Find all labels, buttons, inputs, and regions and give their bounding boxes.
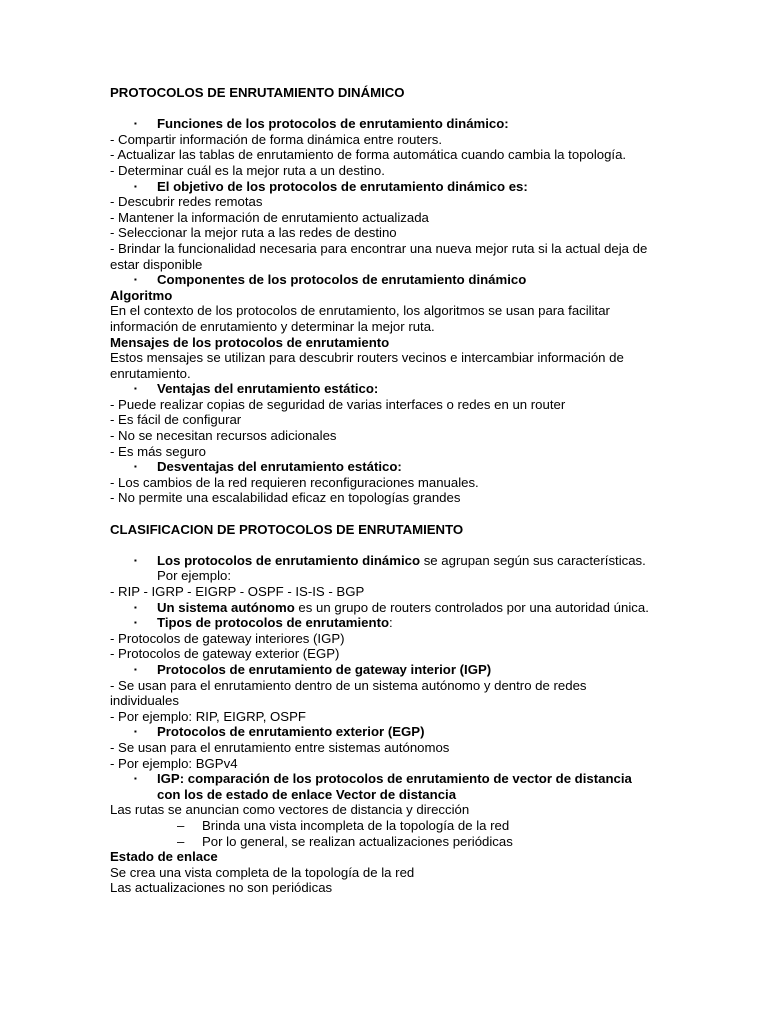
dash-item [110, 834, 650, 850]
bullet-item [110, 459, 650, 475]
text-line: - Puede realizar copias de seguridad de varias interfaces o redes en un router [110, 396, 566, 412]
bullet-text: Protocolos de enrutamiento de gateway interior (IGP) [157, 661, 492, 677]
bullet-marker-icon: ▪ [134, 275, 137, 285]
bullet-marker-icon: ▪ [134, 462, 137, 472]
bullet-item [110, 553, 650, 584]
text-line: - No permite una escalabilidad eficaz en topologías grandes [110, 490, 461, 506]
text-line: - Protocolos de gateway interiores (IGP) [110, 630, 345, 646]
bullet-text: se agrupan según sus características. Por ejemplo: [157, 552, 646, 584]
bullet-marker-icon: ▪ [134, 384, 137, 394]
bullet-marker-icon: ▪ [134, 119, 137, 129]
bullet-item [110, 381, 650, 397]
text-line: - Determinar cuál es la mejor ruta a un destino. [110, 162, 385, 178]
bullet-item [110, 179, 650, 195]
spacer [110, 506, 650, 522]
bullet-text: IGP: comparación de los protocolos de enrutamiento de vector de distancia con los de estado de enlace Vector de distancia [157, 771, 632, 802]
bullet-bold-text: Tipos de protocolos de enrutamiento [157, 615, 390, 631]
bullet-item [110, 662, 650, 678]
text-line: - Se usan para el enrutamiento dentro de un sistema autónomo y dentro de redes individuales [110, 677, 587, 709]
text-line: Estos mensajes se utilizan para descubrir routers vecinos e intercambiar información de enrutamiento. [110, 350, 624, 381]
bullet-item [110, 600, 650, 616]
bullet-item [110, 116, 650, 132]
text-line: - Por ejemplo: RIP, EIGRP, OSPF [110, 708, 306, 724]
bullet-text: Ventajas del enrutamiento estático: [157, 381, 379, 397]
dash-marker-icon: – [177, 817, 185, 833]
dash-text: Brinda una vista incompleta de la topología de la red [202, 817, 510, 833]
bullet-marker-icon: ▪ [134, 602, 137, 612]
text-line: Las actualizaciones no son periódicas [110, 880, 333, 896]
bullet-text: : [389, 615, 393, 631]
subheading: Algoritmo [110, 287, 173, 303]
text-line: - Mantener la información de enrutamiento actualizada [110, 209, 429, 225]
bullet-text: es un grupo de routers controlados por una autoridad única. [294, 599, 649, 615]
dash-marker-icon: – [177, 833, 185, 849]
subheading: Estado de enlace [110, 849, 218, 865]
bullet-marker-icon: ▪ [134, 181, 137, 191]
bullet-marker-icon: ▪ [134, 664, 137, 674]
text-line: - Brindar la funcionalidad necesaria para encontrar una nueva mejor ruta si la actual deja de estar disponible [110, 240, 648, 272]
text-line: - Descubrir redes remotas [110, 194, 263, 210]
bullet-bold-text: Un sistema autónomo [157, 599, 295, 615]
bullet-marker-icon: ▪ [134, 727, 137, 737]
bullet-item [110, 615, 650, 631]
text-line: - Los cambios de la red requieren reconfiguraciones manuales. [110, 474, 479, 490]
text-line: - Protocolos de gateway exterior (EGP) [110, 646, 340, 662]
section-title: CLASIFICACION DE PROTOCOLOS DE ENRUTAMIENTO [110, 521, 464, 537]
dash-item [110, 818, 650, 834]
dash-text: Por lo general, se realizan actualizaciones periódicas [202, 833, 513, 849]
text-line: - RIP - IGRP - EIGRP - OSPF - IS-IS - BGP [110, 584, 365, 599]
text-line: En el contexto de los protocolos de enrutamiento, los algoritmos se usan para facilitar información de enrutamiento y determinar la mejor ruta. [110, 303, 610, 334]
section-title: PROTOCOLOS DE ENRUTAMIENTO DINÁMICO [110, 85, 405, 100]
subheading: Mensajes de los protocolos de enrutamiento [110, 334, 390, 350]
bullet-item [110, 771, 650, 802]
spacer [110, 537, 650, 553]
spacer [110, 101, 650, 117]
bullet-text: Protocolos de enrutamiento exterior (EGP) [157, 724, 425, 740]
text-line: - Se usan para el enrutamiento entre sistemas autónomos [110, 739, 450, 755]
text-line: - Compartir información de forma dinámica entre routers. [110, 131, 443, 147]
bullet-marker-icon: ▪ [134, 618, 137, 628]
bullet-text: El objetivo de los protocolos de enrutamiento dinámico es: [157, 178, 528, 194]
text-line: - Es más seguro [110, 443, 207, 459]
text-line: - Seleccionar la mejor ruta a las redes de destino [110, 225, 397, 241]
bullet-item [110, 272, 650, 288]
text-line: - No se necesitan recursos adicionales [110, 428, 337, 444]
text-line: - Es fácil de configurar [110, 412, 242, 428]
bullet-text: Componentes de los protocolos de enrutamiento dinámico [157, 272, 527, 288]
bullet-marker-icon: ▪ [134, 555, 137, 565]
bullet-text: Desventajas del enrutamiento estático: [157, 459, 402, 475]
bullet-text: Funciones de los protocolos de enrutamiento dinámico: [157, 116, 509, 132]
text-line: Se crea una vista completa de la topología de la red [110, 864, 415, 880]
text-line: - Por ejemplo: BGPv4 [110, 755, 238, 771]
bullet-item [110, 724, 650, 740]
document-body [110, 85, 650, 896]
text-line: - Actualizar las tablas de enrutamiento de forma automática cuando cambia la topología. [110, 147, 627, 163]
bullet-marker-icon: ▪ [134, 774, 137, 784]
text-line: Las rutas se anuncian como vectores de distancia y dirección [110, 802, 470, 818]
bullet-bold-text: Los protocolos de enrutamiento dinámico [157, 552, 421, 568]
